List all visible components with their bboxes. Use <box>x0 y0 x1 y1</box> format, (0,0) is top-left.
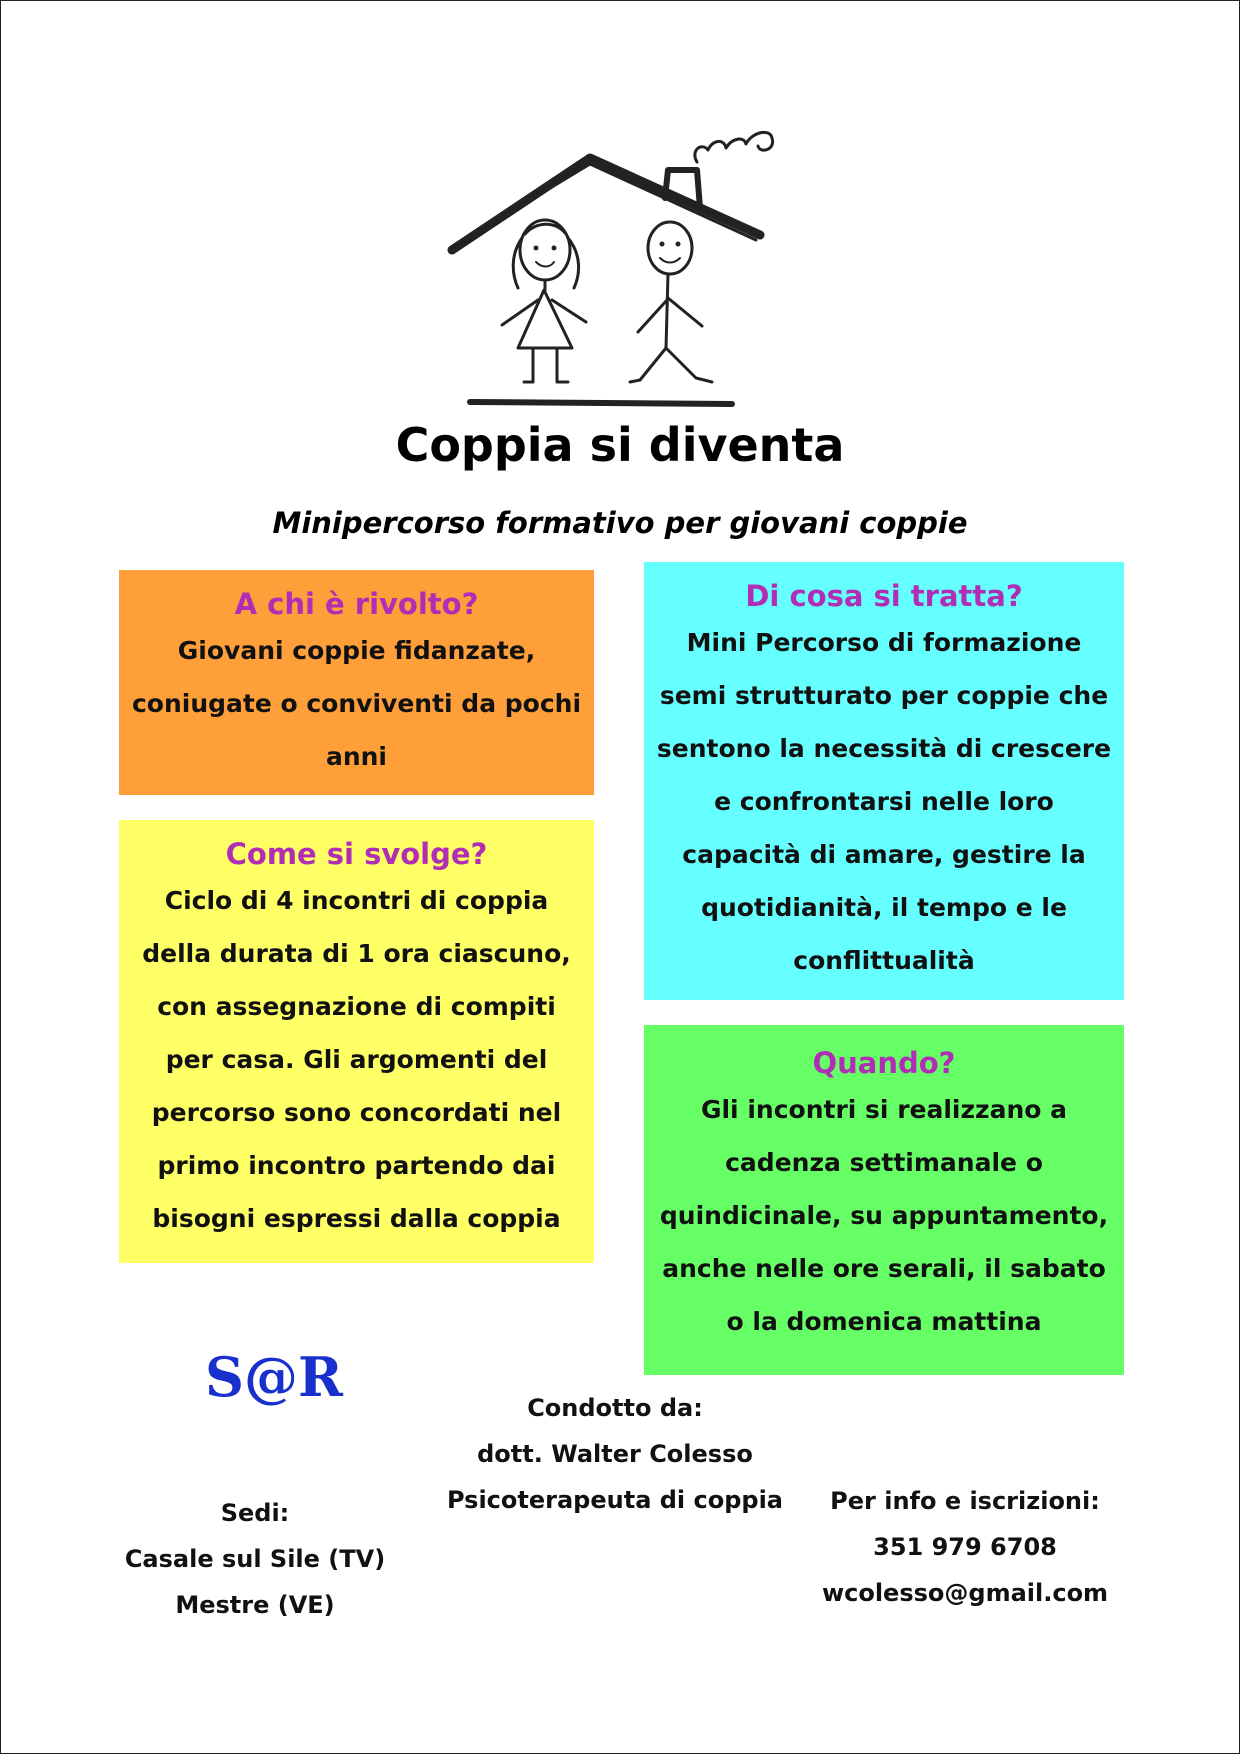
schedule-line: anche nelle ore serali, il sabato <box>662 1254 1106 1283</box>
description-line: capacità di amare, gestire la <box>682 840 1086 869</box>
schedule-line: cadenza settimanale o <box>725 1148 1043 1177</box>
conductor-name: dott. Walter Colesso <box>477 1440 753 1468</box>
page-subtitle: Minipercorso formativo per giovani coppie <box>272 506 968 540</box>
target-audience-line: Giovani coppie fidanzate, <box>177 636 536 665</box>
conducted-by-block <box>430 1385 800 1523</box>
house-with-couple-drawing-icon <box>440 110 800 420</box>
contact-email: wcolesso@gmail.com <box>821 1579 1109 1607</box>
description-line: semi strutturato per coppie che <box>659 681 1109 710</box>
target-audience-line: anni <box>325 742 388 771</box>
description-line: Mini Percorso di formazione <box>686 628 1082 657</box>
page-title: Coppia si diventa <box>395 418 845 472</box>
format-line: bisogni espressi dalla coppia <box>152 1204 561 1233</box>
schedule-heading: Quando? <box>812 1046 956 1080</box>
description-heading: Di cosa si tratta? <box>745 579 1023 613</box>
conducted-by-label: Condotto da: <box>527 1394 703 1422</box>
schedule-box <box>644 1025 1124 1375</box>
description-line: e confrontarsi nelle loro <box>714 787 1054 816</box>
description-line: sentono la necessità di crescere <box>656 734 1112 763</box>
format-heading: Come si svolge? <box>225 837 488 871</box>
sar-logo: S@R <box>205 1345 343 1409</box>
contact-label: Per info e iscrizioni: <box>830 1487 1100 1515</box>
format-line: percorso sono concordati nel <box>151 1098 562 1127</box>
schedule-line: Gli incontri si realizzano a <box>700 1095 1068 1124</box>
contact-block <box>800 1478 1130 1616</box>
contact-phone: 351 979 6708 <box>873 1533 1057 1561</box>
format-line: per casa. Gli argomenti del <box>165 1045 548 1074</box>
conductor-role: Psicoterapeuta di coppia <box>447 1486 783 1514</box>
schedule-line: o la domenica mattina <box>726 1307 1042 1336</box>
format-box <box>119 820 594 1263</box>
format-line: primo incontro partendo dai <box>157 1151 556 1180</box>
locations-label: Sedi: <box>220 1499 290 1527</box>
locations-block <box>110 1490 400 1628</box>
location-item: Mestre (VE) <box>175 1591 335 1619</box>
schedule-line: quindicinale, su appuntamento, <box>659 1201 1109 1230</box>
description-box <box>644 562 1124 1000</box>
target-audience-heading: A chi è rivolto? <box>234 587 479 621</box>
description-line: conflittualità <box>793 946 975 975</box>
format-line: con assegnazione di compiti <box>157 992 556 1021</box>
target-audience-line: coniugate o conviventi da pochi <box>131 689 582 718</box>
format-line: della durata di 1 ora ciascuno, <box>142 939 571 968</box>
location-item: Casale sul Sile (TV) <box>124 1545 386 1573</box>
description-line: quotidianità, il tempo e le <box>701 893 1067 922</box>
target-audience-box <box>119 570 594 795</box>
format-line: Ciclo di 4 incontri di coppia <box>164 886 549 915</box>
